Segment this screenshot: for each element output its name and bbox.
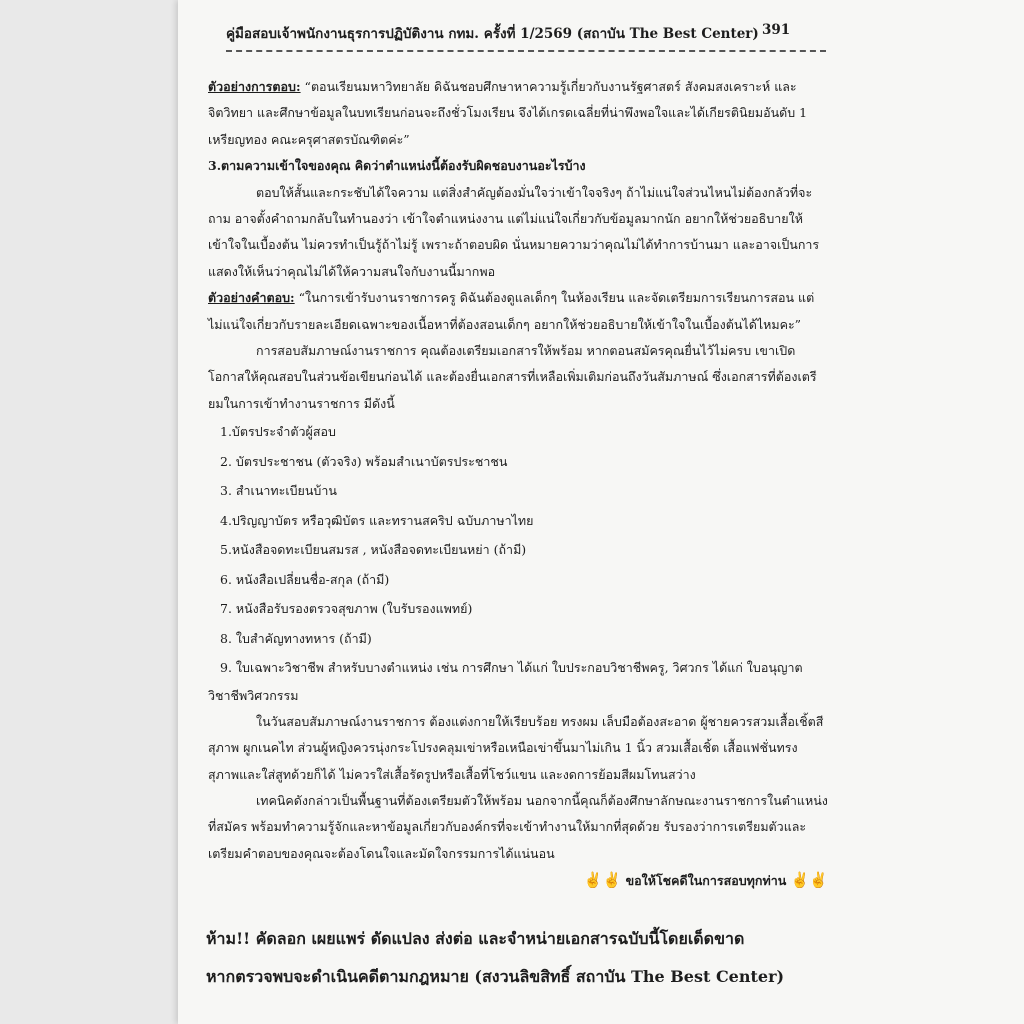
question3-paragraph: ตอบให้สั้นและกระชับได้ใจความ แต่สิ่งสำคัญต้องมั่นใจว่าเข้าใจจริงๆ ถ้าไม่แน่ใจส่วนไหนไม่ต้องกลัวที่จะถาม อาจตั้งคำถามกลับในทำนองว่า เข้าใจตำแหน่งงาน แต่ไม่แน่ใจเกี่ยวกับข้อมูลมากนัก อยากให้ช่วยอธิบายให้เข้าใจในเบื้องต้น ไม่ควรทำเป็นรู้ถ้าไม่รู้ เพราะถ้าตอบผิด นั่นหมายความว่าคุณไม่ได้ทำการบ้านมา และอาจเป็นการแสดงให้เห็นว่าคุณไม่ได้ให้ความสนใจกับงานนี้มากพอ	[208, 184, 820, 279]
victory-hand-icon: ✌✌	[790, 871, 828, 890]
example1-label: ตัวอย่างการตอบ:	[208, 79, 301, 94]
list-item: 7. หนังสือรับรองตรวจสุขภาพ (ใบรับรองแพทย์)	[220, 601, 473, 617]
list-item-continuation: วิชาชีพวิศวกรรม	[208, 687, 299, 703]
list-item: 6. หนังสือเปลี่ยนชื่อ-สกุล (ถ้ามี)	[220, 571, 390, 587]
example2-label: ตัวอย่างคำตอบ:	[208, 290, 295, 306]
warning-line-1: ห้าม!! คัดลอก เผยแพร่ ดัดแปลง ส่งต่อ และจำหน่ายเอกสารฉบับนี้โดยเด็ดขาด	[206, 929, 745, 948]
list-item: 9. ใบเฉพาะวิชาชีพ สำหรับบางตำแหน่ง เช่น การศึกษา ได้แก่ ใบประกอบวิชาชีพครู, วิศวกร ได้แก่ ใบอนุญาต	[220, 660, 803, 676]
example2-paragraph	[208, 285, 828, 338]
example1-paragraph	[208, 74, 828, 153]
list-item: 3. สำเนาทะเบียนบ้าน	[220, 483, 337, 499]
list-item: 1.บัตรประจำตัวผู้สอบ	[220, 424, 336, 440]
example1-text: “ตอนเรียนมหาวิทยาลัย ดิฉันชอบศึกษาหาความรู้เกี่ยวกับงานรัฐศาสตร์ สังคมสงเคราะห์ และจิตวิทยา และศึกษาข้อมูลในบทเรียนก่อนจะถึงชั่วโมงเรียน จึงได้เกรดเฉลี่ยที่น่าพึงพอใจและได้เกียรตินิยมอันดับ 1 เหรียญทอง คณะครุศาสตรบัณฑิตค่ะ”	[208, 79, 808, 147]
list-item: 8. ใบสำคัญทางทหาร (ถ้ามี)	[220, 630, 372, 646]
dress-code-paragraph: ในวันสอบสัมภาษณ์งานราชการ ต้องแต่งกายให้เรียบร้อย ทรงผม เล็บมือต้องสะอาด ผู้ชายควรสวมเสื้อเชิ้ตสีสุภาพ ผูกเนคไท ส่วนผู้หญิงควรนุ่งกระโปรงคลุมเข่าหรือเหนือเข่าขึ้นมาไม่เกิน 1 นิ้ว สวมเสื้อเชิ้ต เสื้อแฟชั่นทรงสุภาพและใส่สูทด้วยก็ได้ ไม่ควรใส่เสื้อรัดรูปหรือเสื้อที่โชว์แขน และงดการย้อมสีผมโทนสว่าง	[208, 713, 824, 782]
list-item: 5.หนังสือจดทะเบียนสมรส , หนังสือจดทะเบียนหย่า (ถ้ามี)	[220, 542, 527, 558]
good-luck-text: ขอให้โชคดีในการสอบทุกท่าน	[625, 873, 787, 889]
list-item: 4.ปริญญาบัตร หรือวุฒิบัตร และทรานสคริป ฉบับภาษาไทย	[220, 512, 534, 528]
question3-heading: 3.ตามความเข้าใจของคุณ คิดว่าตำแหน่งนี้ต้องรับผิดชอบงานอะไรบ้าง	[208, 158, 586, 174]
page-number: 391	[762, 22, 791, 38]
good-luck-line	[208, 867, 828, 894]
documents-intro: การสอบสัมภาษณ์งานราชการ คุณต้องเตรียมเอกสารให้พร้อม หากตอนสมัครคุณยื่นไว้ไม่ครบ เขาเปิดโอกาสให้คุณสอบในส่วนข้อเขียนก่อนได้ และต้องยื่นเอกสารที่เหลือเพิ่มเติมก่อนถึงวันสัมภาษณ์ ซึ่งเอกสารที่ต้องเตรียมในการเข้าทำงานราชการ มีดังนี้	[208, 343, 817, 411]
page-content	[208, 74, 828, 895]
list-item: 2. บัตรประชาชน (ตัวจริง) พร้อมสำเนาบัตรประชาชน	[220, 453, 508, 469]
documents-list	[208, 417, 828, 709]
closing-paragraph: เทคนิคดังกล่าวเป็นพื้นฐานที่ต้องเตรียมตัวให้พร้อม นอกจากนี้คุณก็ต้องศึกษาลักษณะงานราชการในตำแหน่งที่สมัคร พร้อมทำความรู้จักและหาข้อมูลเกี่ยวกับองค์กรที่จะเข้าทำงานให้มากที่สุดด้วย รับรองว่าการเตรียมตัวและเตรียมคำตอบของคุณจะต้องโดนใจและมัดใจกรรมการได้แน่นอน	[208, 793, 828, 861]
document-page	[178, 0, 1024, 1024]
copyright-warning	[206, 920, 846, 996]
example2-text: “ในการเข้ารับงานราชการครู ดิฉันต้องดูแลเด็กๆ ในห้องเรียน และจัดเตรียมการเรียนการสอน แต่ไม่แน่ใจเกี่ยวกับรายละเอียดเฉพาะของเนื้อหาที่ต้องสอนเด็กๆ อยากให้ช่วยอธิบายให้เข้าใจในเบื้องต้นได้ไหมคะ”	[208, 290, 815, 332]
page-header-title: คู่มือสอบเจ้าพนักงานธุรการปฏิบัติงาน กทม. ครั้งที่ 1/2569 (สถาบัน The Best Center)	[226, 26, 759, 42]
warning-line-2: หากตรวจพบจะดำเนินคดีตามกฎหมาย (สงวนลิขสิทธิ์ สถาบัน The Best Center)	[206, 967, 785, 986]
victory-hand-icon: ✌✌	[583, 871, 622, 890]
header-divider	[226, 50, 826, 52]
